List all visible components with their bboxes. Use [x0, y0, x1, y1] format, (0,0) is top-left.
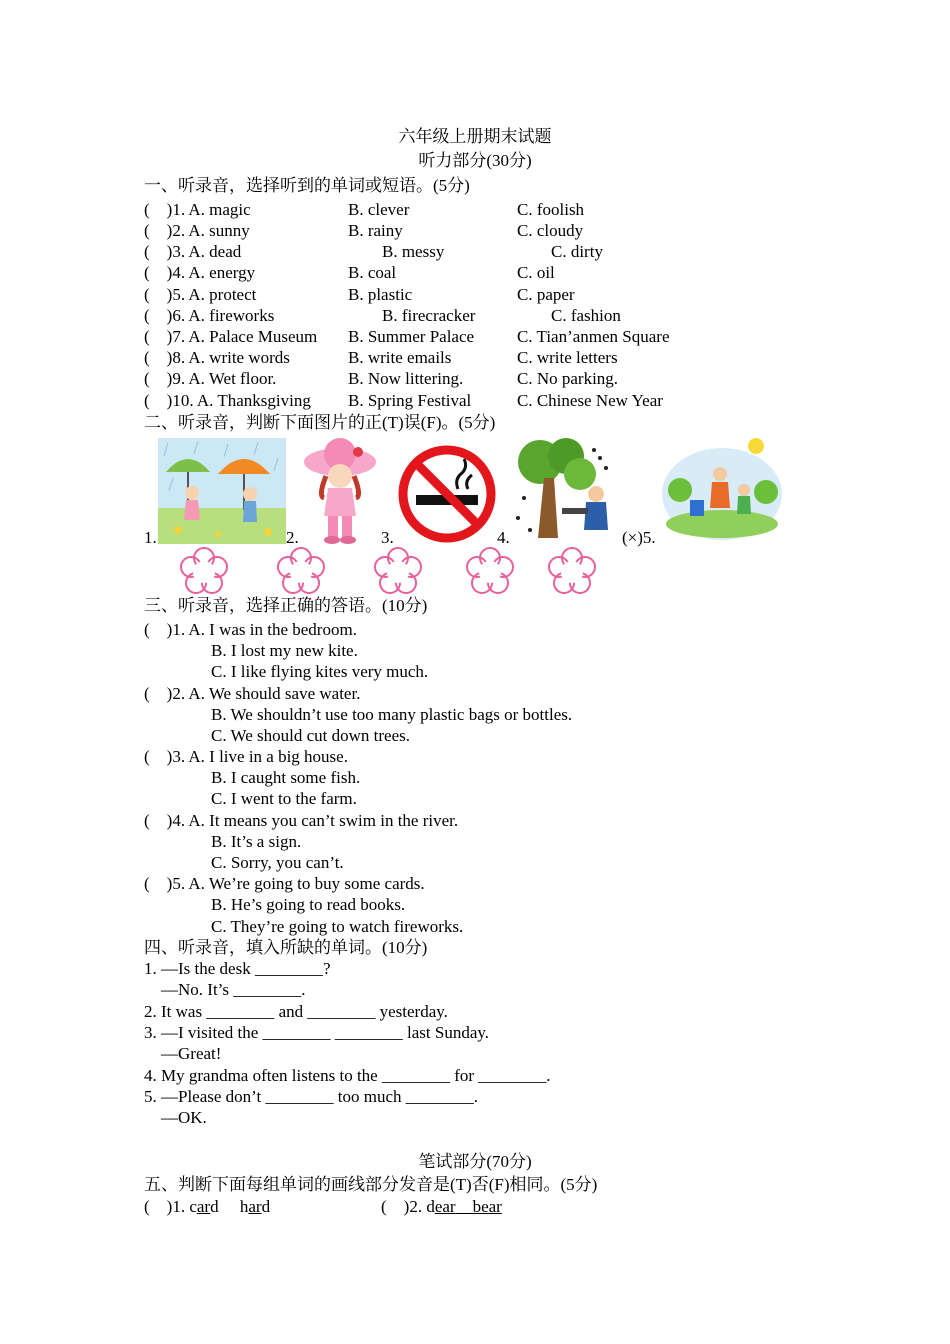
picture-man-cutting-tree	[510, 438, 620, 544]
fill-line: 4. My grandma often listens to the ________ for ________.	[144, 1066, 551, 1085]
section-5-heading: 五、判断下面每组单词的画线部分发音是(T)否(F)相同。(5分)	[144, 1175, 598, 1194]
flower-answer-box-icon[interactable]	[372, 545, 424, 597]
picture-label-3: 3.	[381, 528, 394, 547]
no-smoking-sign-icon	[398, 445, 496, 543]
picture-girl-pink-hat	[296, 436, 386, 546]
section-1-heading: 一、听录音，选择听到的单词或短语。(5分)	[144, 176, 470, 195]
fill-line: —Great!	[144, 1044, 222, 1063]
fill-line: 2. It was ________ and ________ yesterday.	[144, 1002, 448, 1021]
flower-answer-box-icon[interactable]	[546, 545, 598, 597]
picture-label-4: 4.	[497, 528, 510, 547]
phonics-question-2: ( )2. dear bear	[381, 1197, 502, 1216]
listening-header: 听力部分(30分)	[418, 151, 532, 170]
flower-answer-box-icon[interactable]	[275, 545, 327, 597]
section-2-heading: 二、听录音，判断下面图片的正(T)误(F)。(5分)	[144, 413, 496, 432]
flower-answer-box-icon[interactable]	[464, 545, 516, 597]
fill-line: 5. —Please don’t ________ too much ________.	[144, 1087, 478, 1106]
fill-line: —No. It’s ________.	[144, 980, 306, 999]
phonics-question-1: ( )1. card hard	[144, 1197, 271, 1216]
picture-label-5: (×)5.	[622, 528, 656, 547]
written-header: 笔试部分(70分)	[418, 1152, 532, 1171]
fill-line: 1. —Is the desk ________?	[144, 959, 331, 978]
picture-label-1: 1.	[144, 528, 157, 547]
fill-line: —OK.	[144, 1108, 207, 1127]
picture-children-umbrellas	[158, 438, 286, 544]
section-4-heading: 四、听录音，填入所缺的单词。(10分)	[144, 938, 428, 957]
flower-answer-box-icon[interactable]	[178, 545, 230, 597]
picture-label-2: 2.	[286, 528, 299, 547]
section-3-heading: 三、听录音，选择正确的答语。(10分)	[144, 596, 428, 615]
picture-family-recycling	[660, 434, 784, 544]
fill-line: 3. —I visited the ________ ________ last Sunday.	[144, 1023, 490, 1042]
page-title: 六年级上册期末试题	[398, 127, 552, 146]
